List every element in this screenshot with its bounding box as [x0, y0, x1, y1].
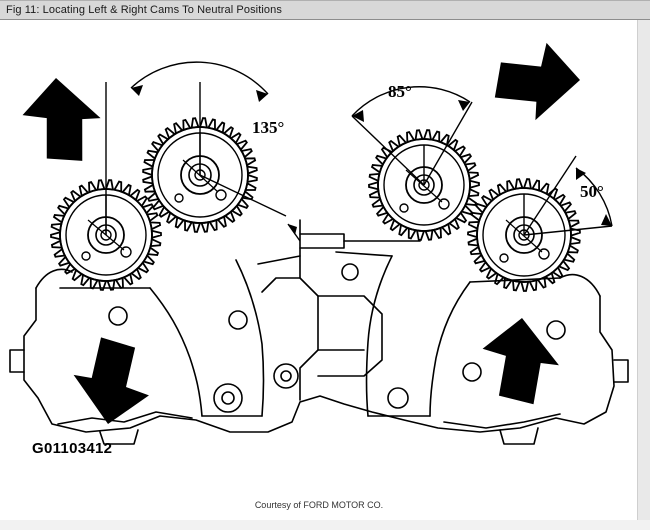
figure-title-bar — [0, 0, 650, 20]
arrow-lower-right — [470, 318, 568, 418]
figure-code-label: G01103412 — [32, 440, 113, 457]
angle-label-0: 0° — [55, 140, 71, 159]
gear-right-outer — [468, 179, 580, 291]
arrow-upper-right — [480, 31, 580, 130]
angle-label-50: 50° — [580, 182, 604, 201]
figure-title-text: Fig 11: Locating Left & Right Cams To Neutral Positions — [6, 4, 282, 16]
arrow-upper-left — [12, 78, 112, 177]
angle-label-135: 135° — [252, 118, 285, 137]
angle-label-85: 85° — [388, 82, 412, 101]
right-scroll-gutter[interactable] — [637, 20, 650, 530]
courtesy-text: Courtesy of FORD MOTOR CO. — [254, 500, 384, 510]
figure-canvas — [0, 20, 638, 520]
arrow-lower-left — [65, 325, 162, 424]
bottom-gutter — [0, 520, 650, 530]
